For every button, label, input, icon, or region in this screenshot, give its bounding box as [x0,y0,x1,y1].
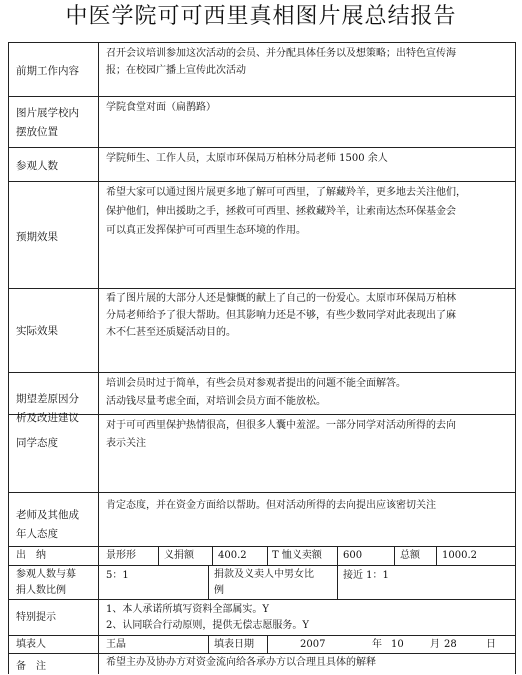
filler-year-unit: 年 [372,639,382,650]
income-c1: 景形形 [106,550,136,561]
filler-date-label: 填表日期 [214,639,254,650]
filler-month-unit: 月 [430,639,440,650]
ratio-label-line-2: 捐人数比例 [16,585,66,596]
income-donation-value: 400.2 [218,550,247,561]
ratio-label-line-1: 参观人数与募 [16,569,76,580]
filler-name: 王晶 [106,639,126,650]
notice-label: 特别提示 [16,612,56,623]
row-divider [8,96,516,97]
ratio-value: 5：1 [106,570,129,581]
students-line-2: 表示关注 [106,438,146,449]
location-label-line-2: 摆放位置 [16,126,58,138]
remark-label: 备 注 [16,661,46,672]
row-divider [8,288,516,289]
actual-label: 实际效果 [16,325,58,337]
cell-divider [158,546,159,565]
cell-divider [267,635,268,653]
ratio-right-value: 接近 1：1 [343,570,389,581]
expected-line-1: 希望大家可以通过图片展更多地了解可可西里，了解藏羚羊，更多地去关注他们， [106,187,466,198]
notice-line-2: 2、认同联合行动原则，提供无偿志愿服务。Y [106,620,309,631]
gap-label-line-1: 期望差原因分 [16,393,79,405]
income-tshirt-label: T 恤义卖额 [272,550,322,561]
filler-day-unit: 日 [486,639,496,650]
table-border-left [8,42,9,674]
cell-divider [436,546,437,565]
preparation-line-2: 报；在校园广播上宣传此次活动 [106,65,246,76]
filler-year: 2007 [300,639,326,650]
preparation-label: 前期工作内容 [16,65,79,77]
income-label: 出 纳 [16,550,46,561]
teachers-label-line-2: 年人态度 [16,528,58,540]
remark-value: 希望主办及协办方对资金流向给各承办方以合理且具体的解释 [106,657,376,668]
visitors-value: 学院师生、工作人员，太原市环保局万柏林分局老师 1500 余人 [106,153,388,164]
income-total-value: 1000.2 [442,550,477,561]
expected-label: 预期效果 [16,231,58,243]
cell-divider [208,565,209,599]
row-divider [8,372,516,373]
income-donation-label: 义捐额 [164,550,194,561]
label-column-divider [98,42,99,674]
expected-line-3: 可以真正发挥保护可可西里生态环境的作用。 [106,225,306,236]
gap-label-line-2: 析及改进建议 [16,412,79,424]
table-border-right [515,42,516,674]
teachers-value: 肯定态度，并在资金方面给以帮助。但对活动所得的去向提出应该密切关注 [106,500,436,511]
visitors-label: 参观人数 [16,160,58,172]
cell-divider [267,546,268,565]
filler-month: 10 [391,639,404,650]
filler-day: 28 [444,639,457,650]
table-border-top [8,42,516,43]
row-divider [8,546,516,547]
location-value: 学院食堂对面（扁鹊路） [106,102,216,113]
students-label: 同学态度 [16,437,58,449]
row-divider [8,492,516,493]
location-label-line-1: 图片展学校内 [16,107,79,119]
row-divider [8,181,516,182]
students-line-1: 对于可可西里保护热情很高，但很多人囊中羞涩。一部分同学对活动所得的去向 [106,420,456,431]
row-divider [8,599,516,600]
gap-line-2: 活动钱尽量考虑全面，对培训会员方面不能放松。 [106,396,326,407]
income-tshirt-value: 600 [343,550,363,561]
actual-line-1: 看了图片展的大部分人还是慷慨的献上了自己的一份爱心。太原市环保局万柏林 [106,293,456,304]
row-divider [8,147,516,148]
actual-line-3: 木不仁甚至还质疑活动目的。 [106,327,236,338]
page-title: 中医学院可可西里真相图片展总结报告 [65,4,457,29]
cell-divider [337,565,338,599]
ratio-mid-line-1: 捐款及义卖人中男女比 [214,569,314,580]
teachers-label-line-1: 老师及其他成 [16,509,79,521]
cell-divider [337,546,338,565]
expected-line-2: 保护他们，伸出援助之手，拯救可可西里、拯救藏羚羊，让索南达杰环保基金会 [106,206,456,217]
ratio-mid-line-2: 例 [214,585,224,596]
cell-divider [208,635,209,653]
cell-divider [212,546,213,565]
actual-line-2: 分局老师给予了很大帮助。但其影响力还是不够，有些少数同学对此表现出了麻 [106,310,456,321]
row-divider [8,414,516,415]
gap-line-1: 培训会员时过于简单，有些会员对参观者提出的问题不能全面解答。 [106,378,406,389]
preparation-line-1: 召开会议培训参加这次活动的会员、并分配具体任务以及想策略；出特色宣传海 [106,48,456,59]
filler-label: 填表人 [16,639,46,650]
notice-line-1: 1、本人承诺所填写资料全部属实。Y [106,604,269,615]
income-total-label: 总额 [400,550,420,561]
cell-divider [394,546,395,565]
